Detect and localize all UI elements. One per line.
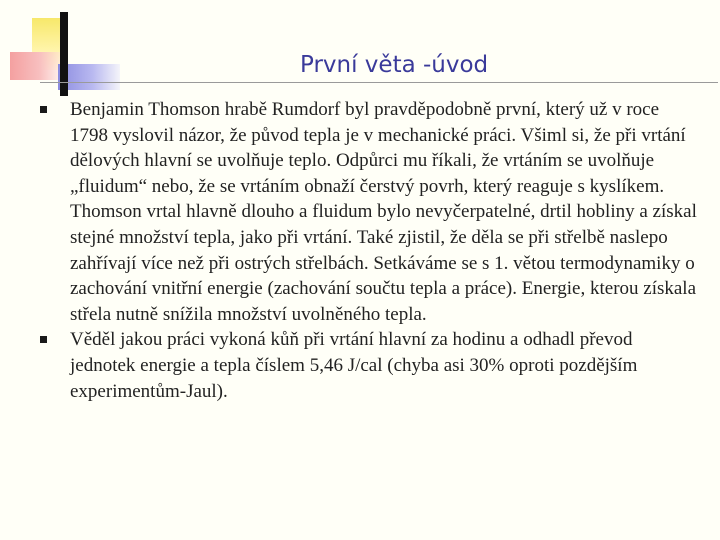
decorative-vertical-bar <box>60 12 68 96</box>
title-underline <box>40 82 718 83</box>
square-bullet-icon <box>40 336 47 343</box>
bullet-item <box>40 327 700 404</box>
decorative-red-block <box>10 52 60 80</box>
bullet-text: Benjamin Thomson hrabě Rumdorf byl pravděpodobně první, který už v roce 1798 vyslovil názor, že původ tepla je v mechanické práci. Všiml si, že při vrtání dělových hlavní se uvolňuje teplo. Odpůrci mu říkali, že vrtáním se uvolňuje „fluidum“ nebo, že se vrtáním obnaží čerstvý povrh, který reaguje s kyslíkem. Thomson vrtal hlavně dlouho a fluidum bylo nevyčerpatelné, drtil hobliny a získal stejné množství tepla, jako při vrtání. Také zjistil, že děla se při střelbě naslepo zahřívají více než při ostrých střelbách. Setkáváme se s 1. větou termodynamiky o zachování vnitřní energie (zachování součtu tepla a práce). Energie, kterou získala střela nutně snížila množství uvolněného tepla. <box>70 99 697 325</box>
slide-content <box>40 97 700 404</box>
bullet-item <box>40 97 700 327</box>
slide-title: První věta -úvod <box>300 52 489 78</box>
bullet-text: Věděl jakou práci vykoná kůň při vrtání hlavní za hodinu a odhadl převod jednotek energie a tepla číslem 5,46 J/cal (chyba asi 30% oproti pozdějším experimentům-Jaul). <box>70 329 638 402</box>
square-bullet-icon <box>40 106 47 113</box>
